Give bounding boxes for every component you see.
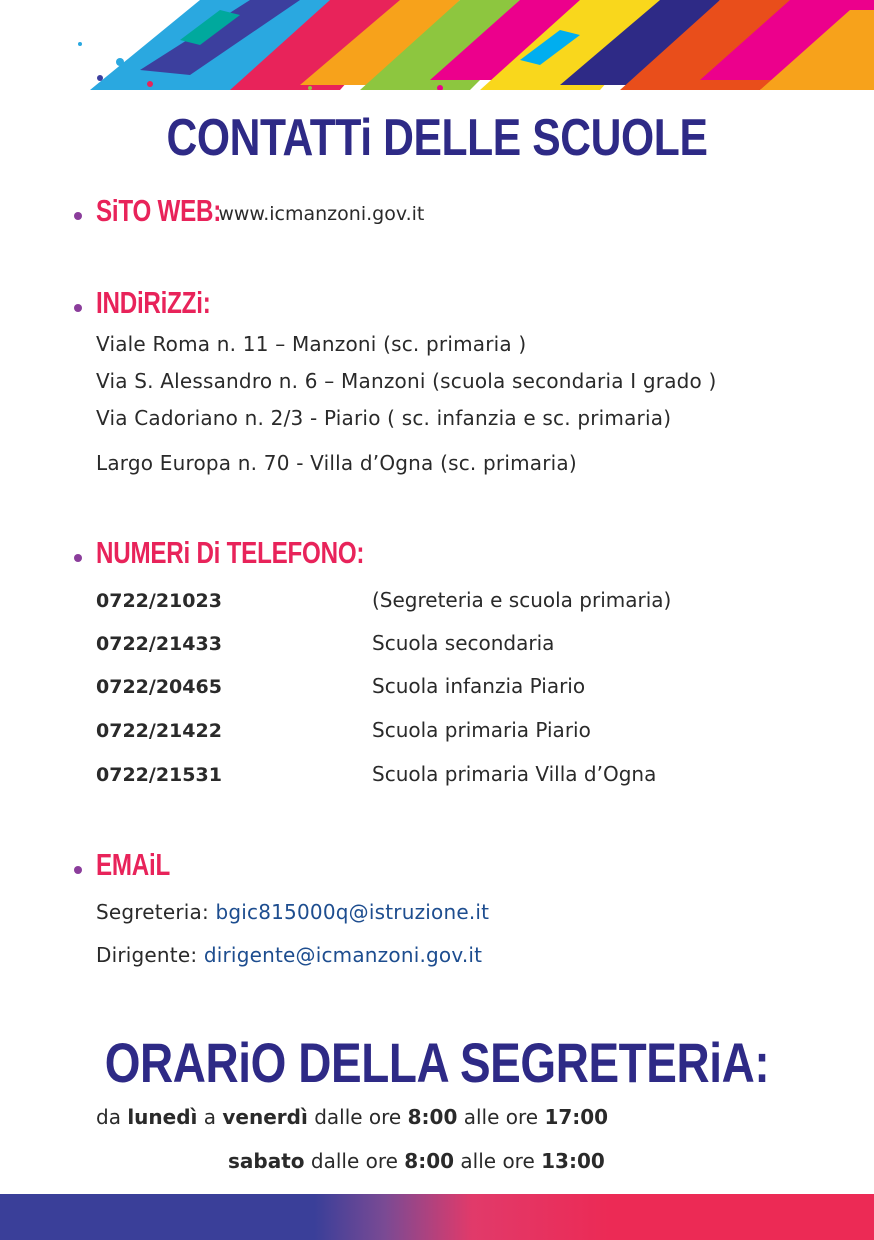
- address-line: Largo Europa n. 70 - Villa d’Ogna (sc. primaria): [96, 451, 577, 475]
- office-hours-title: ORARiO DELLA SEGRETERiA:: [104, 1031, 770, 1094]
- phones-section-heading: [74, 533, 440, 573]
- page-title: CONTATTi DELLE SCUOLE: [166, 109, 708, 167]
- hours-time: 8:00: [404, 1149, 455, 1173]
- address-line: Via S. Alessandro n. 6 – Manzoni (scuola secondaria I grado ): [96, 369, 717, 393]
- phone-number[interactable]: 0722/21531: [96, 764, 222, 786]
- bullet-icon: [74, 212, 82, 220]
- phone-number[interactable]: 0722/21433: [96, 633, 222, 655]
- hours-text: alle ore: [463, 1105, 539, 1129]
- phone-number[interactable]: 0722/21023: [96, 590, 222, 612]
- phone-number[interactable]: 0722/21422: [96, 720, 222, 742]
- hours-day: lunedì: [127, 1105, 198, 1129]
- email-label: EMAiL: [96, 847, 171, 882]
- hours-time: 17:00: [544, 1105, 609, 1129]
- email-section-heading: [74, 845, 191, 885]
- bullet-icon: [74, 554, 82, 562]
- hours-text: alle ore: [460, 1149, 535, 1173]
- footer-color-bar: [0, 1194, 874, 1240]
- hours-text: dalle ore: [314, 1105, 402, 1129]
- website-section: [74, 191, 424, 231]
- email-recipient-label: Dirigente:: [96, 943, 198, 967]
- hours-time: 8:00: [407, 1105, 458, 1129]
- hours-text: da: [96, 1105, 121, 1129]
- addresses-section-heading: [74, 283, 243, 323]
- address-line: Via Cadoriano n. 2/3 - Piario ( sc. infanzia e sc. primaria): [96, 406, 672, 430]
- phones-label: NUMERi Di TELEFONO:: [96, 535, 365, 570]
- hours-text: a: [203, 1105, 217, 1129]
- hours-time: 13:00: [541, 1149, 605, 1173]
- bullet-icon: [74, 304, 82, 312]
- paint-splash-banner: [0, 0, 874, 90]
- addresses-label: INDiRiZZi:: [96, 285, 211, 320]
- saturday-hours: [228, 1149, 605, 1173]
- phone-description: Scuola secondaria: [372, 631, 555, 655]
- phone-number[interactable]: 0722/20465: [96, 676, 222, 698]
- website-url[interactable]: www.icmanzoni.gov.it: [218, 203, 425, 225]
- phone-description: (Segreteria e scuola primaria): [372, 588, 672, 612]
- email-line-segreteria: [96, 900, 489, 924]
- weekday-hours: [96, 1105, 608, 1129]
- email-link-segreteria[interactable]: bgic815000q@istruzione.it: [215, 900, 490, 924]
- email-link-dirigente[interactable]: dirigente@icmanzoni.gov.it: [203, 943, 483, 967]
- website-label: SiTO WEB:: [96, 193, 222, 228]
- phone-description: Scuola primaria Villa d’Ogna: [372, 762, 657, 786]
- hours-text: dalle ore: [310, 1149, 398, 1173]
- bullet-icon: [74, 866, 82, 874]
- hours-day: venerdì: [222, 1105, 308, 1129]
- address-line: Viale Roma n. 11 – Manzoni (sc. primaria ): [96, 332, 527, 356]
- hours-day: sabato: [228, 1149, 305, 1173]
- phone-description: Scuola infanzia Piario: [372, 674, 586, 698]
- email-line-dirigente: [96, 943, 482, 967]
- email-recipient-label: Segreteria:: [96, 900, 209, 924]
- phone-description: Scuola primaria Piario: [372, 718, 591, 742]
